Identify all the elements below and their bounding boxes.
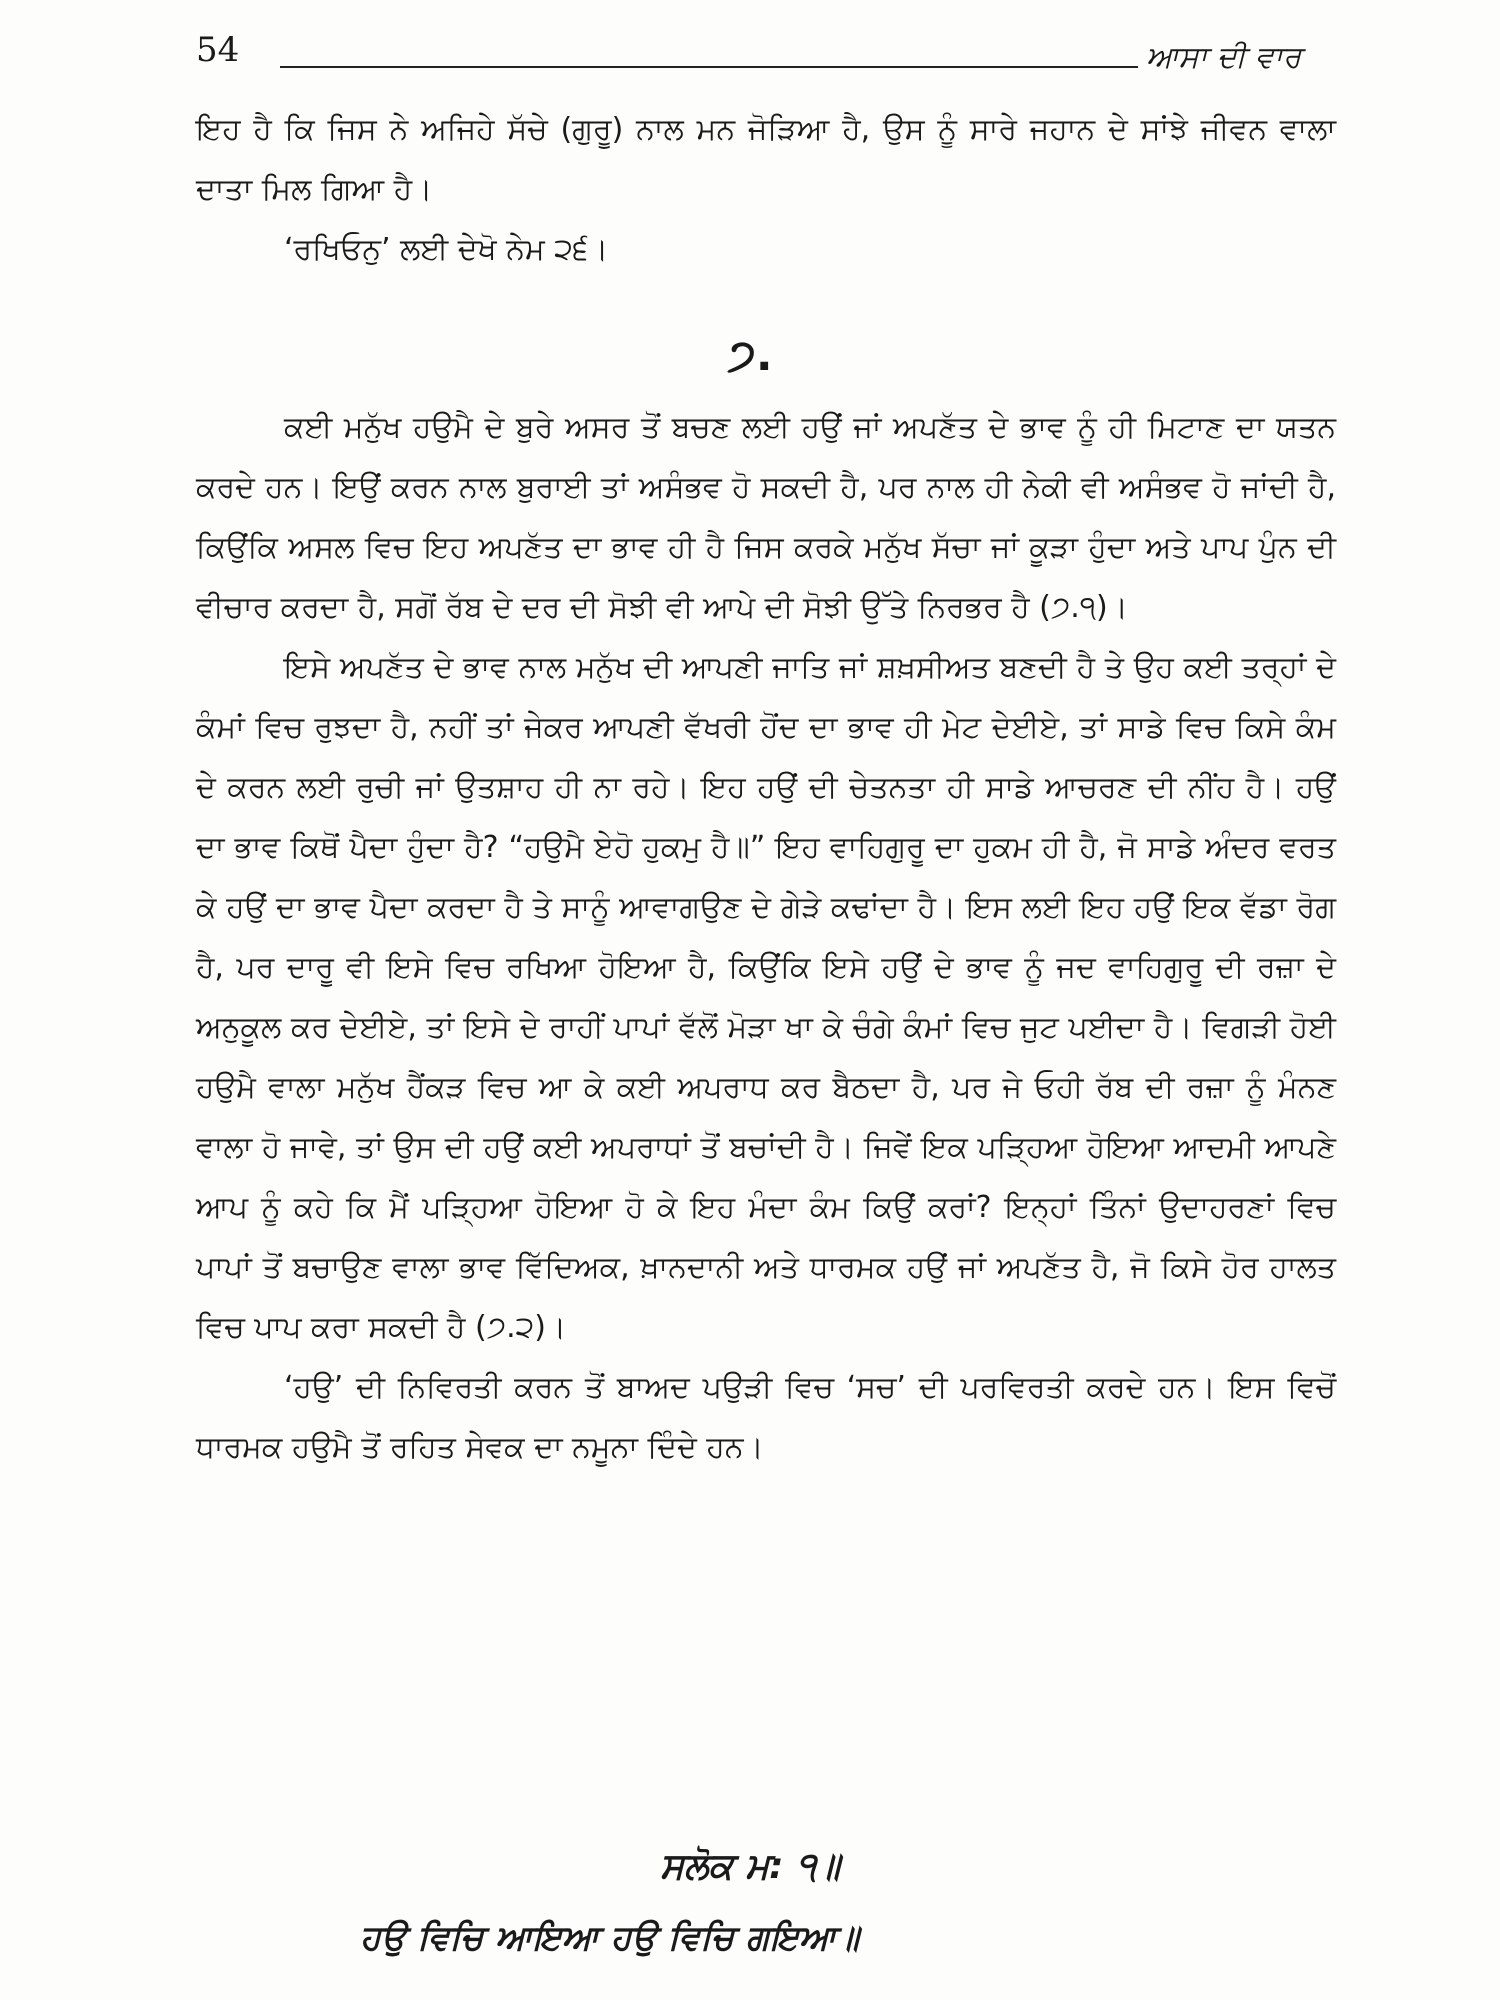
paragraph: ਇਸੇ ਅਪਣੱਤ ਦੇ ਭਾਵ ਨਾਲ ਮਨੁੱਖ ਦੀ ਆਪਣੀ ਜਾਤਿ ਜਾਂ ਸ਼ਖ਼ਸੀਅਤ ਬਣਦੀ ਹੈ ਤੇ ਉਹ ਕਈ ਤਰ੍ਹਾਂ ਦੇ ਕੰਮਾਂ ਵਿਚ ਰੁਝਦਾ ਹੈ, ਨਹੀਂ ਤਾਂ ਜੇਕਰ ਆਪਣੀ ਵੱਖਰੀ ਹੋਂਦ ਦਾ ਭਾਵ ਹੀ ਮੇਟ ਦੇਈਏ, ਤਾਂ ਸਾਡੇ ਵਿਚ ਕਿਸੇ ਕੰਮ ਦੇ ਕਰਨ ਲਈ ਰੁਚੀ ਜਾਂ ਉਤਸ਼ਾਹ ਹੀ ਨਾ ਰਹੇ। ਇਹ ਹਉਂ ਦੀ ਚੇਤਨਤਾ ਹੀ ਸਾਡੇ ਆਚਰਣ ਦੀ ਨੀਂਹ ਹੈ। ਹਉਂ ਦਾ ਭਾਵ ਕਿਥੋਂ ਪੈਦਾ ਹੁੰਦਾ ਹੈ? “ਹਉਮੈ ਏਹੋ ਹੁਕਮੁ ਹੈ॥” ਇਹ ਵਾਹਿਗੁਰੂ ਦਾ ਹੁਕਮ ਹੀ ਹੈ, ਜੋ ਸਾਡੇ ਅੰਦਰ ਵਰਤ ਕੇ ਹਉਂ ਦਾ ਭਾਵ ਪੈਦਾ ਕਰਦਾ ਹੈ ਤੇ ਸਾਨੂੰ ਆਵਾਗਉਣ ਦੇ ਗੇੜੇ ਕਢਾਂਦਾ ਹੈ। ਇਸ ਲਈ ਇਹ ਹਉਂ ਇਕ ਵੱਡਾ ਰੋਗ ਹੈ, ਪਰ ਦਾਰੂ ਵੀ ਇਸੇ ਵਿਚ ਰਖਿਆ ਹੋਇਆ ਹੈ, ਕਿਉਂਕਿ ਇਸੇ ਹਉਂ ਦੇ ਭਾਵ ਨੂੰ ਜਦ ਵਾਹਿਗੁਰੂ ਦੀ ਰਜ਼ਾ ਦੇ ਅਨੁਕੂਲ ਕਰ ਦੇਈਏ, ਤਾਂ ਇਸੇ ਦੇ ਰਾਹੀਂ ਪਾਪਾਂ ਵੱਲੋਂ ਮੋੜਾ ਖਾ ਕੇ ਚੰਗੇ ਕੰਮਾਂ ਵਿਚ ਜੁਟ ਪਈਦਾ ਹੈ। ਵਿਗੜੀ ਹੋਈ ਹਉਮੈ ਵਾਲਾ ਮਨੁੱਖ ਹੈਂਕੜ ਵਿਚ ਆ ਕੇ ਕਈ ਅਪਰਾਧ ਕਰ ਬੈਠਦਾ ਹੈ, ਪਰ ਜੇ ਓਹੀ ਰੱਬ ਦੀ ਰਜ਼ਾ ਨੂੰ ਮੰਨਣ ਵਾਲਾ ਹੋ ਜਾਵੇ, ਤਾਂ ਉਸ ਦੀ ਹਉਂ ਕਈ ਅਪਰਾਧਾਂ ਤੋਂ ਬਚਾਂਦੀ ਹੈ। ਜਿਵੇਂ ਇਕ ਪੜ੍ਹਿਆ ਹੋਇਆ ਆਦਮੀ ਆਪਣੇ ਆਪ ਨੂੰ ਕਹੇ ਕਿ ਮੈਂ ਪੜ੍ਹਿਆ ਹੋਇਆ ਹੋ ਕੇ ਇਹ ਮੰਦਾ ਕੰਮ ਕਿਉਂ ਕਰਾਂ? ਇਨ੍ਹਾਂ ਤਿੰਨਾਂ ਉਦਾਹਰਣਾਂ ਵਿਚ ਪਾਪਾਂ ਤੋਂ ਬਚਾਉਣ ਵਾਲਾ ਭਾਵ ਵਿੱਦਿਅਕ, ਖ਼ਾਨਦਾਨੀ ਅਤੇ ਧਾਰਮਕ ਹਉਂ ਜਾਂ ਅਪਣੱਤ ਹੈ, ਜੋ ਕਿਸੇ ਹੋਰ ਹਾਲਤ ਵਿਚ ਪਾਪ ਕਰਾ ਸਕਦੀ ਹੈ (੭.੨)।: [196, 650, 1336, 1345]
intro-block: [196, 100, 1336, 280]
verse-line: ਹਉ ਵਿਚਿ ਆਇਆ ਹਉ ਵਿਚਿ ਗਇਆ॥: [360, 1918, 859, 1958]
paragraph: ਕਈ ਮਨੁੱਖ ਹਉਮੈ ਦੇ ਬੁਰੇ ਅਸਰ ਤੋਂ ਬਚਣ ਲਈ ਹਉਂ ਜਾਂ ਅਪਣੱਤ ਦੇ ਭਾਵ ਨੂੰ ਹੀ ਮਿਟਾਣ ਦਾ ਯਤਨ ਕਰਦੇ ਹਨ। ਇਉਂ ਕਰਨ ਨਾਲ ਬੁਰਾਈ ਤਾਂ ਅਸੰਭਵ ਹੋ ਸਕਦੀ ਹੈ, ਪਰ ਨਾਲ ਹੀ ਨੇਕੀ ਵੀ ਅਸੰਭਵ ਹੋ ਜਾਂਦੀ ਹੈ, ਕਿਉਂਕਿ ਅਸਲ ਵਿਚ ਇਹ ਅਪਣੱਤ ਦਾ ਭਾਵ ਹੀ ਹੈ ਜਿਸ ਕਰਕੇ ਮਨੁੱਖ ਸੱਚਾ ਜਾਂ ਕੂੜਾ ਹੁੰਦਾ ਅਤੇ ਪਾਪ ਪੁੰਨ ਦੀ ਵੀਚਾਰ ਕਰਦਾ ਹੈ, ਸਗੋਂ ਰੱਬ ਦੇ ਦਰ ਦੀ ਸੋਝੀ ਵੀ ਆਪੇ ਦੀ ਸੋਝੀ ਉੱਤੇ ਨਿਰਭਰ ਹੈ (੭.੧)।: [196, 410, 1336, 625]
intro-paragraph: ਇਹ ਹੈ ਕਿ ਜਿਸ ਨੇ ਅਜਿਹੇ ਸੱਚੇ (ਗੁਰੂ) ਨਾਲ ਮਨ ਜੋੜਿਆ ਹੈ, ਉਸ ਨੂੰ ਸਾਰੇ ਜਹਾਨ ਦੇ ਸਾਂਝੇ ਜੀਵਨ ਵਾਲਾ ਦਾਤਾ ਮਿਲ ਗਿਆ ਹੈ।: [196, 112, 1336, 207]
intro-note: ‘ਰਖਿਓਨੁ’ ਲਈ ਦੇਖੋ ਨੇਮ ੨੬।: [284, 232, 609, 267]
page-number: 54: [196, 30, 240, 70]
section-number: ੭.: [727, 330, 773, 381]
header-rule: [280, 66, 1138, 68]
salok-heading: ਸਲੋਕ ਮ: ੧॥: [660, 1846, 840, 1887]
body-text: [196, 398, 1336, 1478]
running-title: ਆਸਾ ਦੀ ਵਾਰ: [1146, 40, 1302, 75]
paragraph: ‘ਹਉ’ ਦੀ ਨਿਵਿਰਤੀ ਕਰਨ ਤੋਂ ਬਾਅਦ ਪਉੜੀ ਵਿਚ ‘ਸਚ’ ਦੀ ਪਰਵਿਰਤੀ ਕਰਦੇ ਹਨ। ਇਸ ਵਿਚੋਂ ਧਾਰਮਕ ਹਉਮੈ ਤੋਂ ਰਹਿਤ ਸੇਵਕ ਦਾ ਨਮੂਨਾ ਦਿੰਦੇ ਹਨ।: [196, 1370, 1336, 1465]
